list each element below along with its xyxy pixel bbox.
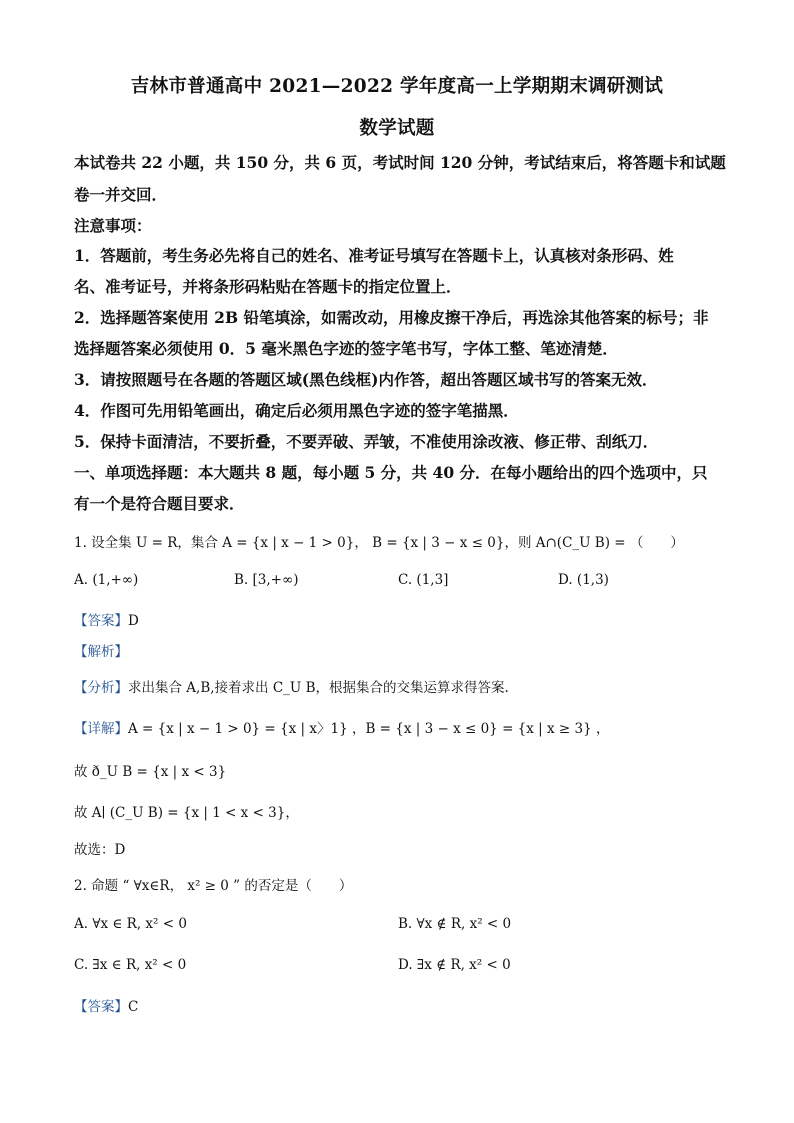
q1-choose: 故选：D [74,842,126,858]
q2-option-b: B. ∀x ∉ R, x² < 0 [398,916,512,932]
q1-analysis-heading [74,640,734,660]
q1-answer [74,609,734,629]
q1-xiangjie [74,717,734,737]
answer-tag: 【答案】 [74,999,128,1015]
section-heading-2: 有一个是符合题目要求． [74,494,245,513]
note-2a: 2．选择题答案使用 2B 铅笔填涂，如需改动，用橡皮擦干净后，再选涂其他答案的标号；非 [74,308,709,327]
answer-value: D [128,613,139,629]
page-subtitle: 数学试题 [359,118,435,139]
xiangjie-text: A = {x | x − 1 > 0} = {x | x〉1} ，B = {x | 3 − x ≤ 0} = {x | x ≥ 3} ， [128,721,610,737]
analysis-tag: 【解析】 [74,644,128,660]
note-5: 5．保持卡面清洁，不要折叠，不要弄破、弄皱，不准使用涂改液、修正带、刮纸刀． [74,432,659,451]
q1-option-d: D. (1,3) [558,572,609,588]
intro-line-1: 本试卷共 22 小题，共 150 分，共 6 页，考试时间 120 分钟，考试结束后，将答题卡和试题 [74,153,726,172]
note-4: 4．作图可先用铅笔画出，确定后必须用黑色字迹的签字笔描黑． [74,401,519,420]
note-2b: 选择题答案必须使用 0．5 毫米黑色字迹的签字笔书写，字体工整、笔迹清楚． [74,339,618,358]
page-title: 吉林市普通高中 2021—2022 学年度高一上学期期末调研测试 [130,76,664,97]
intro-line-2: 卷一并交回． [74,185,168,204]
notes-heading: 注意事项： [74,216,152,235]
question-1-stem: 1. 设全集 U = R，集合 A = {x | x − 1 > 0}， B = {x | 3 − x ≤ 0}，则 A∩(C_U B) = （ ） [74,535,684,551]
fenxi-tag: 【分析】 [74,680,128,696]
section-heading-1: 一、单项选择题：本大题共 8 题，每小题 5 分，共 40 分．在每小题给出的四个选项中，只 [74,463,708,482]
fenxi-text: 求出集合 A,B,接着求出 C_U B，根据集合的交集运算求得答案. [128,680,509,696]
q1-option-b: B. [3,+∞) [234,572,299,588]
note-1a: 1．答题前，考生务必先将自己的姓名、准考证号填写在答题卡上，认真核对条形码、姓 [74,246,674,265]
q1-step-2: 故 A∣ (C_U B) = {x | 1 < x < 3}， [74,805,299,821]
q2-option-c: C. ∃x ∈ R, x² < 0 [74,957,187,973]
q1-step-1: 故 ð_U B = {x | x < 3} [74,764,227,780]
answer-value: C [128,999,139,1015]
q2-option-d: D. ∃x ∉ R, x² < 0 [398,957,511,973]
q2-answer [74,995,734,1015]
xiangjie-tag: 【详解】 [74,721,128,737]
q1-option-a: A. (1,+∞) [74,572,139,588]
note-1b: 名、准考证号，并将条形码粘贴在答题卡的指定位置上． [74,277,462,296]
note-3: 3．请按照题号在各题的答题区域(黑色线框)内作答，超出答题区域书写的答案无效． [74,370,658,389]
question-2-stem: 2. 命题 “ ∀x∈R， x² ≥ 0 ” 的否定是（ ） [74,878,353,894]
q1-option-c: C. (1,3] [398,572,449,588]
q1-fenxi [74,676,734,696]
answer-tag: 【答案】 [74,613,128,629]
q2-option-a: A. ∀x ∈ R, x² < 0 [74,916,187,932]
